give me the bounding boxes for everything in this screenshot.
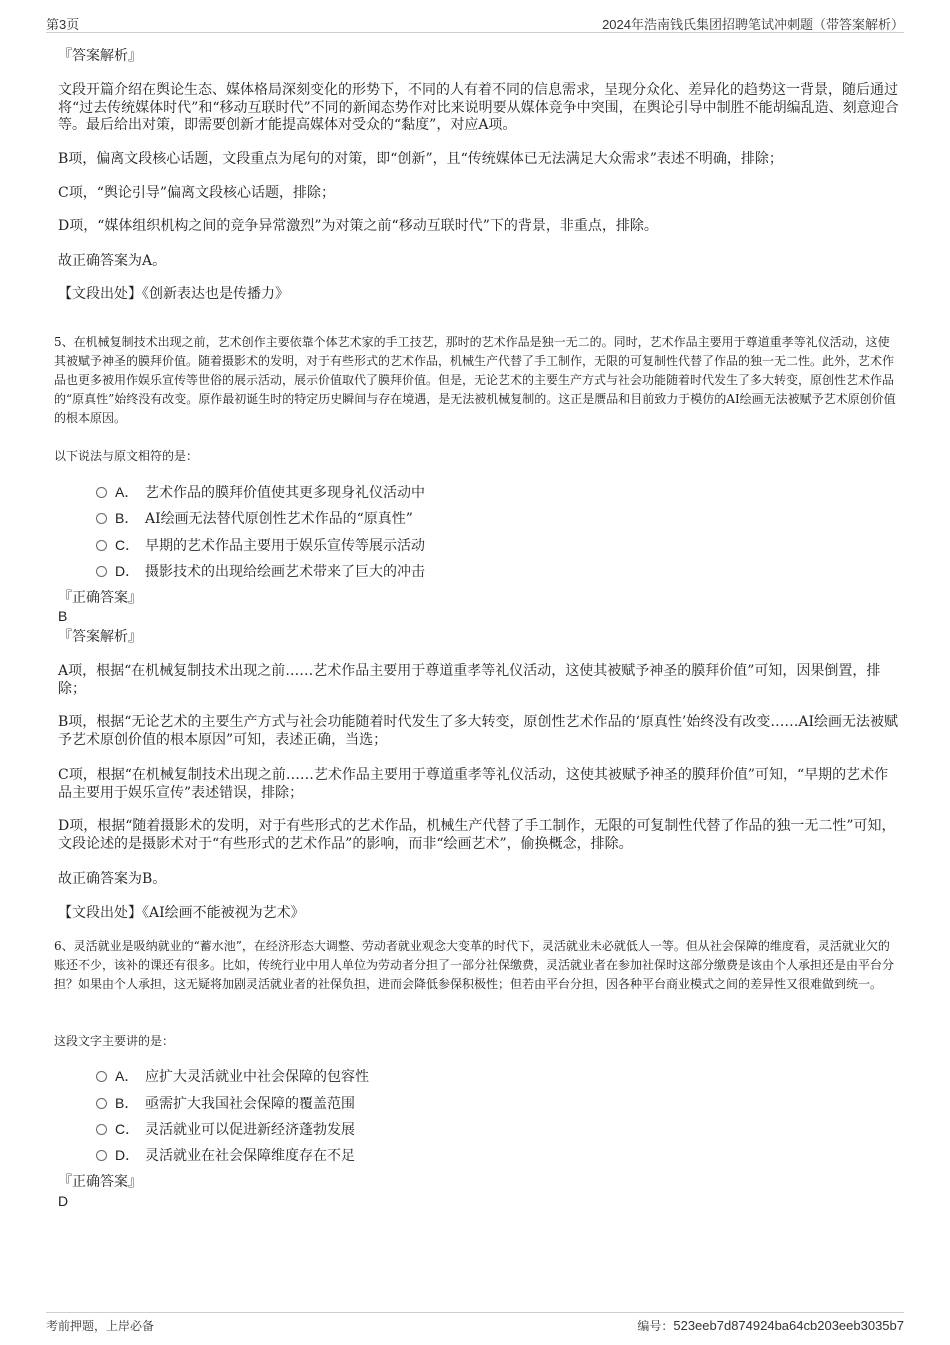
q4-analysis-d: D项，“媒体组织机构之间的竞争异常激烈”为对策之前“移动互联时代”下的背景，非重点，排除。	[58, 218, 658, 234]
q5-answer-label: 『正确答案』	[58, 590, 142, 606]
document-title: 2024年浩南钱氏集团招聘笔试冲刺题（带答案解析）	[602, 17, 904, 32]
option-letter: C．	[115, 1121, 140, 1137]
option-text: 灵活就业可以促进新经济蓬勃发展	[145, 1122, 355, 1138]
option-text: 灵活就业在社会保障维度存在不足	[145, 1148, 355, 1164]
option-letter: B．	[115, 510, 139, 526]
option-letter: C．	[115, 537, 140, 553]
radio-icon[interactable]	[96, 1098, 107, 1109]
q5-option-d[interactable]	[96, 561, 425, 581]
page-number: 第3页	[46, 17, 80, 32]
q5-conclusion: 故正确答案为B。	[58, 871, 167, 887]
q4-analysis-paragraph: 文段开篇介绍在舆论生态、媒体格局深刻变化的形势下，不同的人有着不同的信息需求，呈现分众化、差异化的趋势这一背景，随后通过将“过去传统媒体时代”和“移动互联时代”不同的新闻态势作对比来说明要从媒体竞争中突围，在舆论引导中制胜不能胡编乱造、刻意迎合等。最后给出对策，即需要创新才能提高媒体对受众的“黏度”，对应A项。	[58, 82, 899, 133]
q4-conclusion: 故正确答案为A。	[58, 253, 167, 269]
radio-icon[interactable]	[96, 513, 107, 524]
q5-analysis-b: B项，根据“无论艺术的主要生产方式与社会功能随着时代发生了多大转变，原创性艺术作品的‘原真性’始终没有改变……AI绘画无法被赋予艺术原创价值的根本原因”可知，表述正确，当选；	[58, 714, 898, 748]
q5-option-a[interactable]	[96, 482, 425, 502]
q5-analysis-c: C项，根据“在机械复制技术出现之前……艺术作品主要用于尊道重孝等礼仪活动，这使其被赋予神圣的膜拜价值”可知，“早期的艺术作品主要用于娱乐宣传”表述错误，排除；	[58, 767, 889, 801]
q5-option-c[interactable]	[96, 535, 425, 555]
page-footer	[46, 1312, 904, 1337]
q6-answer-label: 『正确答案』	[58, 1174, 142, 1190]
q6-prompt: 这段文字主要讲的是：	[54, 1034, 175, 1048]
q4-analysis-c: C项，“舆论引导”偏离文段核心话题，排除；	[58, 185, 336, 201]
document-id-value: 523eeb7d874924ba64cb203eeb3035b7	[673, 1318, 904, 1333]
option-text: 应扩大灵活就业中社会保障的包容性	[145, 1069, 369, 1085]
q5-analysis-d: D项，根据“随着摄影术的发明，对于有些形式的艺术作品，机械生产代替了手工制作，无限的可复制性代替了作品的独一无二性”可知，文段论述的是摄影术对于“有些形式的艺术作品”的影响，而非“绘画艺术”，偷换概念，排除。	[58, 818, 896, 852]
option-text: AI绘画无法替代原创性艺术作品的“原真性”	[145, 511, 413, 527]
document-id-label: 编号：	[637, 1319, 674, 1333]
option-text: 亟需扩大我国社会保障的覆盖范围	[145, 1096, 355, 1112]
q6-answer: D	[58, 1193, 69, 1209]
q6-option-c[interactable]	[96, 1119, 355, 1139]
radio-icon[interactable]	[96, 540, 107, 551]
option-letter: D．	[115, 563, 140, 579]
option-letter: A．	[115, 484, 139, 500]
q4-analysis-label: 『答案解析』	[58, 48, 142, 64]
option-text: 艺术作品的膜拜价值使其更多现身礼仪活动中	[145, 485, 425, 501]
q6-option-b[interactable]	[96, 1093, 355, 1113]
option-text: 早期的艺术作品主要用于娱乐宣传等展示活动	[145, 538, 425, 554]
q5-analysis-label: 『答案解析』	[58, 629, 142, 645]
radio-icon[interactable]	[96, 487, 107, 498]
q6-option-d[interactable]	[96, 1145, 355, 1165]
radio-icon[interactable]	[96, 566, 107, 577]
option-letter: B．	[115, 1095, 139, 1111]
q6-option-a[interactable]	[96, 1066, 369, 1086]
document-id	[637, 1317, 904, 1334]
q5-source: 【文段出处】《AI绘画不能被视为艺术》	[58, 905, 305, 921]
q5-option-b[interactable]	[96, 508, 413, 528]
q5-stem: 5、在机械复制技术出现之前，艺术创作主要依靠个体艺术家的手工技艺，那时的艺术作品是独一无二的。同时，艺术作品主要用于尊道重孝等礼仪活动，这使其被赋予神圣的膜拜价值。随着摄影术的发明，对于有些形式的艺术作品，机械生产代替了手工制作，无限的可复制性代替了作品的独一无二性。此外，艺术作品也更多被用作娱乐宣传等世俗的展示活动，展示价值取代了膜拜价值。但是，无论艺术的主要生产方式与社会功能随着时代发生了多大转变，原创性艺术作品的“原真性”始终没有改变。原作最初诞生时的特定历史瞬间与存在境遇，是无法被机械复制的。这正是赝品和目前致力于模仿的AI绘画无法被赋予艺术原创价值的根本原因。	[54, 335, 896, 425]
q4-source: 【文段出处】《创新表达也是传播力》	[58, 286, 289, 302]
q5-prompt: 以下说法与原文相符的是：	[54, 449, 199, 463]
q5-analysis-a: A项，根据“在机械复制技术出现之前……艺术作品主要用于尊道重孝等礼仪活动，这使其被赋予神圣的膜拜价值”可知，因果倒置，排除；	[58, 663, 881, 697]
radio-icon[interactable]	[96, 1071, 107, 1082]
option-letter: D．	[115, 1147, 140, 1163]
page-header	[46, 12, 904, 33]
option-letter: A．	[115, 1068, 139, 1084]
q6-stem: 6、灵活就业是吸纳就业的“蓄水池”，在经济形态大调整、劳动者就业观念大变革的时代下，灵活就业未必就低人一等。但从社会保障的维度看，灵活就业欠的账还不少，该补的课还有很多。比如，传统行业中用人单位为劳动者分担了一部分社保缴费，灵活就业者在参加社保时这部分缴费是该由个人承担还是由平台分担？如果由个人承担，这无疑将加剧灵活就业者的社保负担，进而会降低参保积极性；但若由平台分担，因各种平台商业模式之间的差异性又很难做到统一。	[54, 939, 895, 991]
footer-slogan: 考前押题，上岸必备	[46, 1319, 155, 1333]
radio-icon[interactable]	[96, 1124, 107, 1135]
radio-icon[interactable]	[96, 1150, 107, 1161]
option-text: 摄影技术的出现给绘画艺术带来了巨大的冲击	[145, 564, 425, 580]
q4-analysis-b: B项，偏离文段核心话题，文段重点为尾句的对策，即“创新”，且“传统媒体已无法满足大众需求”表述不明确，排除；	[58, 151, 783, 167]
q5-answer: B	[58, 608, 68, 624]
